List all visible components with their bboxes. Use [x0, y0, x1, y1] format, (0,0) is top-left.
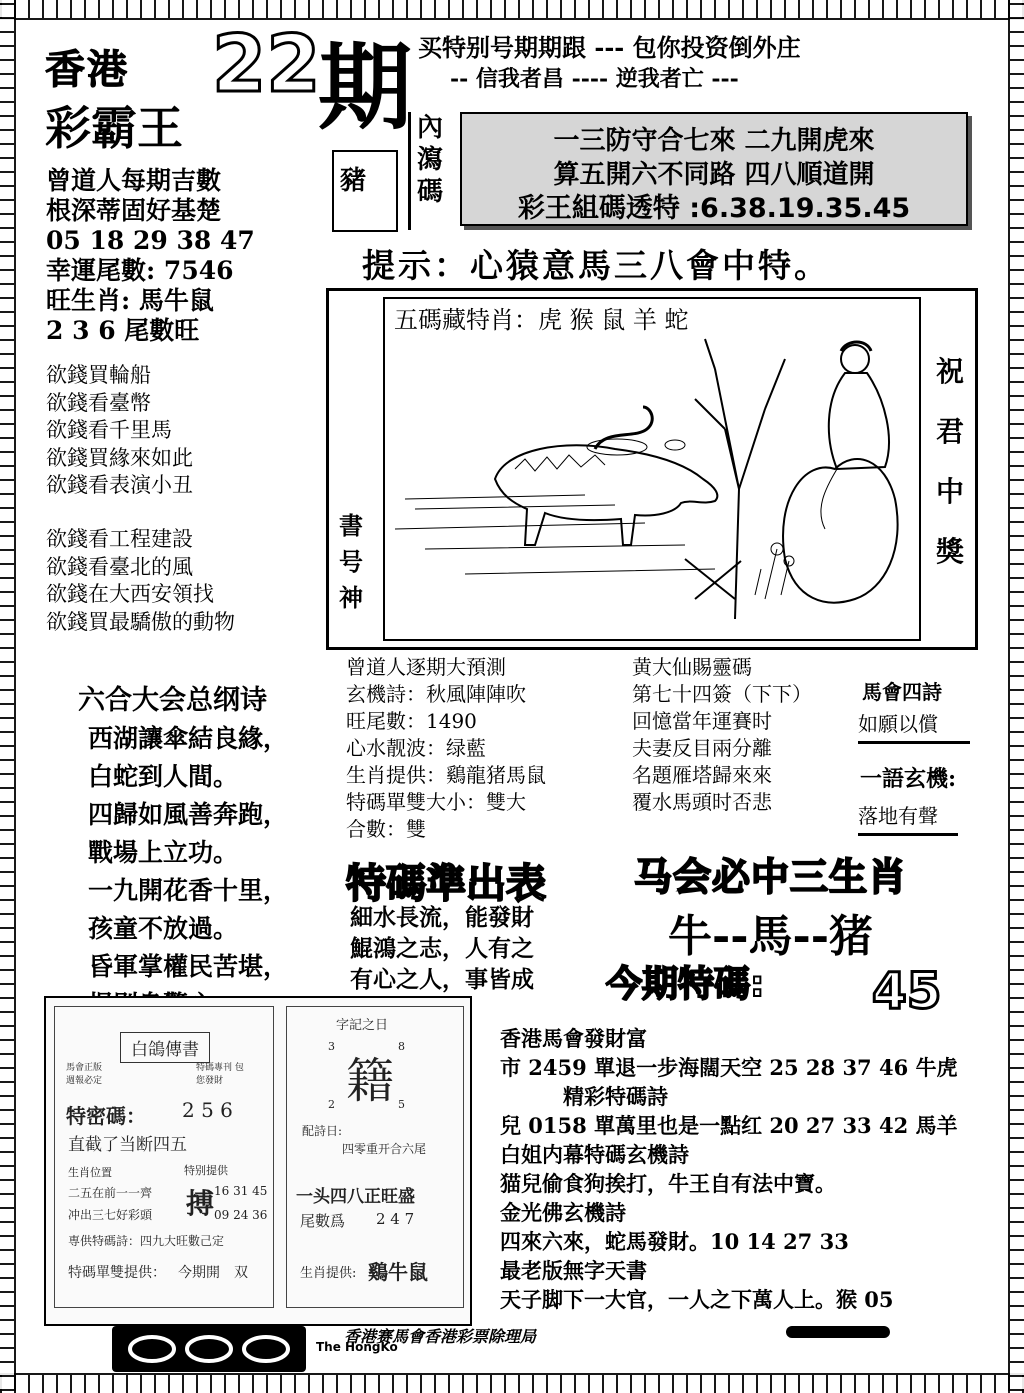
five-zodiac-title: 五碼藏特肖：虎 猴 鼠 羊 蛇: [394, 306, 689, 334]
pos-line-1: 二五在前一一齊: [68, 1186, 153, 1200]
poem-line: 戰場上立功。: [88, 838, 239, 867]
riddle-item: 欲錢看工程建設: [46, 527, 193, 551]
three-zodiac-value: 牛--馬--猪: [668, 911, 874, 962]
text-line: 香港馬會發財富: [500, 1026, 647, 1051]
side-char: 獎: [935, 535, 964, 568]
prediction-line: 旺尾數：1490: [346, 709, 477, 733]
tema-line: 鯤鴻之志，人有之: [350, 935, 534, 962]
special-nums-1: 16 31 45: [214, 1184, 268, 1198]
poem-line: 四歸如風善奔跑，: [88, 800, 289, 829]
special-label: 特别提供: [184, 1164, 228, 1177]
tail-value: 2 4 7: [376, 1210, 415, 1228]
prediction-line: 玄機詩：秋風陣陣吹: [346, 682, 526, 706]
side-label-right: [932, 342, 968, 582]
riddle-item: 欲錢看表演小丑: [46, 473, 193, 497]
tema-text: [350, 902, 534, 995]
text-line: 天子脚下一大官，一人之下萬人上。猴 05: [500, 1287, 894, 1312]
text-line: 兒 0158 單萬里也是一點红 20 27 33 42 馬羊: [500, 1113, 958, 1138]
text-line: 四來六來，蛇馬發財。10 14 27 33: [500, 1229, 849, 1254]
footer-english: The HongKo: [316, 1340, 398, 1354]
header-slogan-2: -- 信我者昌 ---- 逆我者亡 ---: [450, 66, 739, 92]
side-label-left: [336, 508, 366, 616]
oracle-line: 夫妻反目兩分離: [632, 736, 772, 760]
horse-club-text: [500, 1024, 958, 1314]
poem-line: 孩童不放過。: [88, 914, 239, 943]
illustration: [383, 297, 921, 641]
poem-date-value: 四零重开合六尾: [342, 1142, 427, 1156]
pos-line-2: 冲出三七好彩頭: [68, 1208, 153, 1222]
right-border: [1008, 0, 1024, 1391]
today-special-label: 今期特碼:: [606, 964, 765, 1005]
oracle-line: 覆水馬頭时否悲: [632, 790, 772, 814]
prediction-line: 合數：雙: [346, 817, 426, 841]
footer-bar: [786, 1326, 890, 1338]
logo-caibawang: 彩霸王: [45, 101, 183, 155]
left-line: 2 3 6 尾數旺: [46, 316, 200, 345]
left-line: 幸運尾數: 7546: [46, 256, 234, 285]
neihong-char: 內: [417, 113, 444, 143]
riddle-item: 欲錢買緣來如此: [46, 445, 193, 470]
supply-line: 専供特碼詩：四九大旺數己定: [68, 1234, 225, 1248]
liuhe-poem: [88, 720, 288, 1024]
poem-line: 一九開花香十里，: [88, 876, 289, 905]
oracle-line: 第七十四簽（下下）: [632, 682, 812, 706]
text-line: 精彩特碼詩: [500, 1084, 668, 1109]
prediction-list: [346, 654, 546, 843]
num-3: 3: [328, 1040, 335, 1053]
top-border: [0, 0, 1024, 20]
left-line: 曾道人每期吉數: [46, 166, 222, 195]
riddle-item: 欲錢看千里馬: [46, 418, 172, 442]
text-line: 白姐内幕特碼玄機詩: [500, 1142, 689, 1167]
special-nums-2: 09 24 36: [214, 1208, 268, 1222]
pig-seal-label: 豬: [340, 166, 367, 196]
yiyu-value: 落地有聲: [858, 800, 958, 836]
poem-line: 昏軍掌權民苦堪，: [88, 952, 289, 981]
tema-line: 有心之人，事皆成: [350, 966, 534, 993]
odd-even-value: 今期開 双: [178, 1265, 248, 1281]
poem-line-3: 彩王組碼透特 :6.38.19.35.45: [517, 193, 911, 224]
prediction-line: 曾道人逐期大預測: [346, 655, 506, 679]
oracle-line: 名題雁塔歸來來: [632, 763, 772, 787]
neihong-label: [408, 112, 459, 230]
footer-logo: [112, 1326, 306, 1372]
riddle-item: 欲錢在大西安領找: [46, 582, 214, 606]
neihong-char: 碼: [417, 177, 444, 207]
riddle-item: 欲錢看臺北的風: [46, 554, 193, 579]
prediction-line: 特碼單雙大小：雙大: [346, 790, 526, 814]
num-2: 2: [328, 1098, 335, 1111]
tema-line: 細水長流，能發財: [350, 904, 534, 931]
big-char: 籍: [346, 1053, 395, 1109]
secret-value: 2 5 6: [182, 1098, 233, 1122]
head-line: 一头四八正旺盛: [296, 1187, 415, 1207]
oracle-line: 黄大仙賜靈碼: [632, 655, 752, 679]
side-char: 書: [339, 511, 363, 540]
liuhe-title: 六合大会总纲诗: [78, 685, 267, 716]
text-line: 猫兒偷食狗挨打，牛王自有法中寶。: [500, 1171, 836, 1196]
side-char: 中: [935, 475, 964, 508]
issue-number: 22: [212, 20, 321, 110]
prediction-line: 心水靓波：绿藍: [346, 736, 486, 760]
cut-line: 直截了当断四五: [68, 1135, 187, 1155]
tail-label: 尾數爲: [300, 1212, 346, 1230]
riddle-list-b: [46, 526, 235, 636]
hint-banner: 提示：心猿意馬三八會中特。: [362, 246, 830, 285]
riddle-item: 欲錢買輪船: [46, 363, 151, 387]
side-char: 号: [339, 547, 363, 576]
text-line: 金光佛玄機詩: [500, 1200, 626, 1225]
odd-even-label: 特碼單雙提供：: [68, 1265, 166, 1281]
mahui-poem-value: 如願以償: [858, 708, 970, 744]
left-line: 05 18 29 38 47: [46, 226, 255, 255]
scan-title: 白鴿傳書: [120, 1032, 210, 1063]
left-line: 根深蒂固好基楚: [46, 196, 222, 225]
text-line: 市 2459 單退一步海闊天空 25 28 37 46 牛虎: [500, 1055, 958, 1080]
poem-line-1: 一三防守合七來 二九開虎來: [553, 126, 875, 156]
pig-seal: [332, 150, 398, 232]
zodiac-value: 鷄牛鼠: [368, 1260, 428, 1284]
scanned-panel: [44, 996, 472, 1326]
footer-chinese: 香港赛馬會香港彩票除理局: [344, 1327, 537, 1346]
oracle-line: 回憶當年運賽时: [632, 709, 772, 733]
text-line: 最老版無字天書: [500, 1258, 647, 1283]
poem-line: 白蛇到人間。: [88, 762, 239, 791]
num-5: 5: [398, 1098, 405, 1111]
side-char: 神: [339, 583, 363, 612]
left-info: [46, 166, 255, 346]
prediction-line: 生肖提供：鷄龍猪馬鼠: [346, 763, 546, 787]
left-border: [0, 0, 16, 1391]
secret-label: 特密碼：: [66, 1104, 146, 1128]
pos-label: 生肖位置: [68, 1166, 112, 1179]
tema-title: 特碼準出表: [346, 861, 546, 907]
oracle-list: [632, 654, 812, 816]
bottom-border: [0, 1373, 1024, 1393]
date-title: 字記之日: [336, 1018, 389, 1033]
scan-small-right: 特碼專刊 包您發財: [196, 1063, 244, 1086]
zodiac-label: 生肖提供:: [300, 1266, 357, 1281]
riddle-list-a: [46, 362, 193, 500]
today-special-number: 45: [872, 962, 942, 1020]
num-8: 8: [398, 1040, 405, 1053]
poem-line: 西湖讓傘結良緣，: [88, 724, 289, 753]
riddle-item: 欲錢買最驕傲的動物: [46, 609, 235, 634]
three-zodiac-title: 马会必中三生肖: [634, 855, 908, 899]
issue-word: 期: [318, 34, 413, 143]
left-line: 旺生肖: 馬牛鼠: [46, 286, 214, 315]
poem-box: [460, 112, 968, 226]
picture-frame: [326, 288, 978, 650]
yiyu-title: 一語玄機:: [860, 766, 957, 792]
footer-logo-icon: [112, 1326, 306, 1372]
special-char: 搏: [186, 1187, 215, 1220]
poem-date-label: 配詩日:: [302, 1124, 343, 1138]
illustration-drawing: [385, 299, 919, 639]
neihong-char: 瀉: [417, 145, 444, 175]
logo-hongkong: 香港: [45, 47, 129, 93]
riddle-item: 欲錢看臺幣: [46, 390, 151, 415]
side-char: 祝: [935, 355, 964, 388]
poem-line-2: 算五開六不同路 四八順道開: [553, 160, 875, 190]
header-slogan-1: 买特别号期期跟 --- 包你投资倒外庄: [418, 33, 801, 62]
mahui-poem-title: 馬會四詩: [862, 680, 942, 704]
side-char: 君: [935, 415, 964, 448]
scan-small-left: 馬會正版 週報必定: [66, 1063, 103, 1086]
